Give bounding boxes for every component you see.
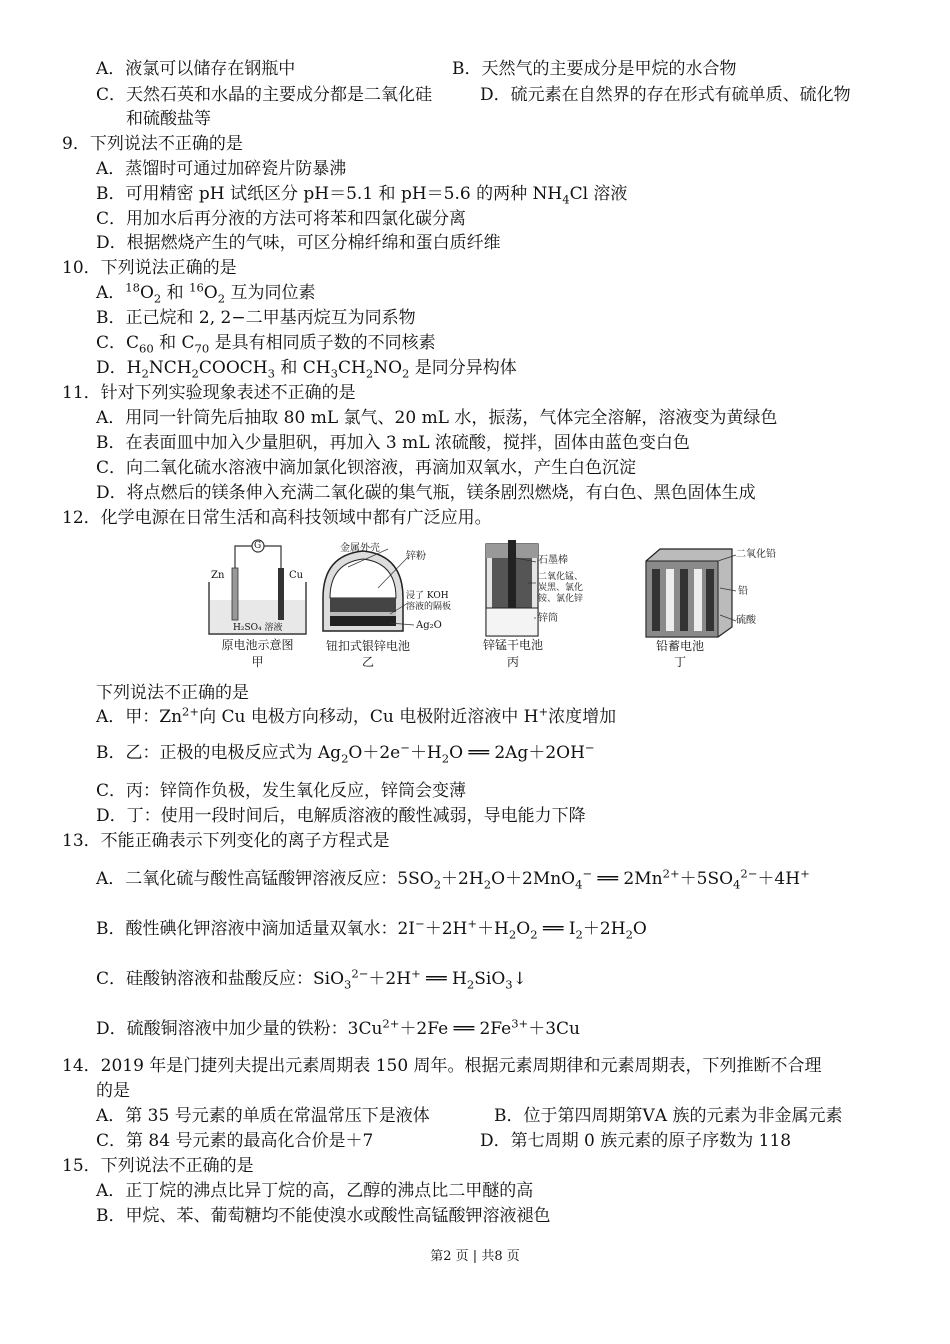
q12-option-b: B．乙：正极的电极反应式为 $Ag_2O+2e^-+H_2O$ ══ 2Ag＋2OH− [96,740,595,766]
zn-label: Zn [211,570,225,581]
q13-option-d: D．硫酸铜溶液中加少量的铁粉：$3Cu^{2+}+2Fe$ ══ $2Fe^{3+}+3Cu$ [96,1016,581,1039]
q8-option-d-cont: 和硫酸盐等 [126,109,211,129]
q13-stem: 13．不能正确表示下列变化的离子方程式是 [62,831,390,851]
q11-option-d: D．将点燃后的镁条伸入充满二氧化碳的集气瓶，镁条剧烈燃烧，有白色、黑色固体生成 [96,483,756,503]
zinc-powder-label: 锌粉 [406,551,426,562]
q12-option-a: A．甲：$Zn^{2+}$向 Cu 电极方向移动，Cu 电极附近溶液中 H+浓度增加 [96,704,617,727]
q12-sub-stem: 下列说法不正确的是 [96,683,249,703]
figure-bing [478,538,628,668]
figure-ding [640,543,790,668]
q10-stem: 10．下列说法正确的是 [62,258,237,278]
figure-yi-caption: 钮扣式银锌电池 [325,639,410,653]
q12-option-d: D．丁：使用一段时间后，电解质溶液的酸性减弱，导电能力下降 [96,806,586,826]
separator-label-2: 溶液的隔板 [406,602,452,612]
figure-yi-tag: 乙 [361,655,374,669]
metal-shell-label: 金属外壳 [340,543,380,554]
lead-label: 铅 [738,586,748,597]
sulfuric-acid-label: 硫酸 [736,615,756,626]
figure-bing-tag: 丙 [506,655,519,669]
figure-ding-tag: 丁 [673,655,686,669]
q8-option-c: C．天然石英和水晶的主要成分都是二氧化硅 [96,85,433,105]
q9-option-c: C．用加水后再分液的方法可将苯和四氯化碳分离 [96,209,467,229]
q9-option-a: A．蒸馏时可通过加碎瓷片防暴沸 [96,159,347,179]
q9-option-d: D．根据燃烧产生的气味，可区分棉纤绵和蛋白质纤维 [96,233,501,253]
q10-option-c: C．$C_{60}$ 和 $C_{70}$ 是具有相同质子数的不同核素 [96,333,436,356]
q8-option-b: B．天然气的主要成分是甲烷的水合物 [452,59,737,79]
q14-option-a: A．第 35 号元素的单质在常温常压下是液体 [96,1106,430,1126]
q11-option-b: B．在表面皿中加入少量胆矾，再加入 3 mL 浓硫酸，搅拌，固体由蓝色变白色 [96,433,690,453]
q14-option-d: D．第七周期 0 族元素的原子序数为 118 [480,1131,792,1151]
q14-option-b: B．位于第四周期第ⅤA 族的元素为非金属元素 [494,1106,843,1126]
q9-option-b: B．可用精密 pH 试纸区分 pH＝5.1 和 pH＝5.6 的两种 $NH_4Cl$ 溶液 [96,184,628,207]
q15-option-a: A．正丁烷的沸点比异丁烷的高，乙醇的沸点比二甲醚的高 [96,1181,534,1201]
q11-option-c: C．向二氧化硫水溶液中滴加氯化钡溶液，再滴加双氧水，产生白色沉淀 [96,458,637,478]
q10-option-d: D．$H_2NCH_2COOCH_3$ 和 $CH_3CH_2NO_2$ 是同分异构体 [96,358,517,381]
page-footer: 第2 页 | 共8 页 [430,1249,520,1264]
q13-option-a: A．二氧化硫与酸性高锰酸钾溶液反应：$5SO_2+2H_2O+2MnO_4^-$ ══ $2Mn^{2+}+5SO_4^{2-}+4H^+$ [96,866,810,892]
ag2o-label: Ag₂O [416,620,442,631]
q8-option-a: A．液氯可以储存在钢瓶中 [96,59,296,79]
q11-stem: 11．针对下列实验现象表述不正确的是 [62,383,356,403]
q15-option-b: B．甲烷、苯、葡萄糖均不能使溴水或酸性高锰酸钾溶液褪色 [96,1206,551,1226]
separator-label-1: 浸了 KOH [406,591,449,601]
pbo2-label: 二氧化铅 [736,549,776,560]
figure-jia-tag: 甲 [251,655,264,669]
zinc-can-label: 锌筒 [538,613,558,624]
paste-label-2: 炭黑、氯化 [538,583,584,593]
figure-bing-caption: 锌锰干电池 [482,638,543,652]
q12-stem: 12．化学电源在日常生活和高科技领域中都有广泛应用。 [62,508,492,528]
q12-option-c: C．丙：锌筒作负极，发生氧化反应，锌筒会变薄 [96,781,467,801]
q14-option-c: C．第 84 号元素的最高化合价是＋7 [96,1131,374,1151]
q13-option-b: B．酸性碘化钾溶液中滴加适量双氧水：$2I^-+2H^++H_2O_2$ ══ $I_2+2H_2O$ [96,916,647,942]
graphite-rod-label: 石墨棒 [538,555,568,566]
paste-label-3: 铵、氯化锌 [538,594,584,604]
figure-ding-caption: 铅蓄电池 [655,639,704,653]
q10-option-a: A．$^{18}O_2$ 和 $^{16}O_2$ 互为同位素 [96,280,316,306]
q8-option-d: D．硫元素在自然界的存在形式有硫单质、硫化物 [480,85,851,105]
h2so4-label: H₂SO₄ 溶液 [233,623,283,633]
figure-jia [205,538,310,668]
q10-option-b: B．正己烷和 2, 2−二甲基丙烷互为同系物 [96,308,416,328]
figure-jia-caption: 原电池示意图 [221,638,294,652]
cu-label: Cu [289,570,304,581]
paste-label-1: 二氧化锰、 [538,572,584,582]
figure-yi [318,543,453,668]
q15-stem: 15．下列说法不正确的是 [62,1156,254,1176]
q14-stem-cont: 的是 [96,1081,130,1101]
q11-option-a: A．用同一针筒先后抽取 80 mL 氯气、20 mL 水，振荡，气体完全溶解，溶液变为黄绿色 [96,408,778,428]
q9-stem: 9．下列说法不正确的是 [62,134,243,154]
galvanometer-label: G [254,541,262,551]
q14-stem: 14．2019 年是门捷列夫提出元素周期表 150 周年。根据元素周期律和元素周期表，下列推断不合理 [62,1056,822,1076]
q13-option-c: C．硅酸钠溶液和盐酸反应：SiO$_3^{2-}$＋2H+ ══ $H_2SiO_3↓$ [96,966,527,992]
